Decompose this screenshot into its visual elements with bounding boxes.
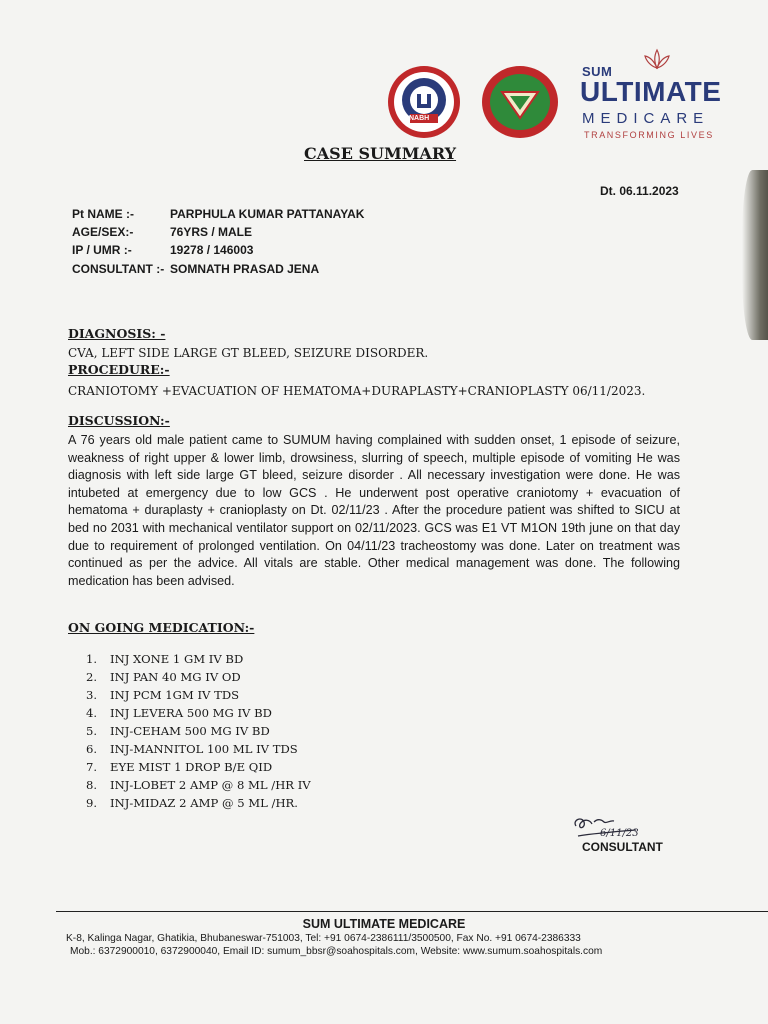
patient-name-row <box>72 207 365 221</box>
page-edge-shadow <box>742 170 768 340</box>
patient-ip-row <box>72 243 254 257</box>
medication-item: 6. INJ-MANNITOL 100 ML IV TDS <box>86 742 298 756</box>
brand-ultimate-text: ULTIMATE <box>580 76 722 107</box>
brand-tagline: TRANSFORMING LIVES <box>584 130 714 140</box>
brand-sum-text: SUM <box>582 64 613 79</box>
procedure-text: CRANIOTOMY +EVACUATION OF HEMATOMA+DURAPLASTY+CRANIOPLASTY 06/11/2023. <box>68 384 646 398</box>
brand-medicare-text: MEDICARE <box>582 110 710 127</box>
footer-address: K-8, Kalinga Nagar, Ghatikia, Bhubaneswar-751003, Tel: +91 0674-2386111/3500500, Fax No. +91 0674-2386333 <box>66 933 581 944</box>
document-date: Dt. 06.11.2023 <box>600 184 679 198</box>
lotus-icon <box>642 48 672 70</box>
medication-item: 4. INJ LEVERA 500 MG IV BD <box>86 706 272 720</box>
accreditation-seal-icon <box>480 64 560 140</box>
medication-item: 9. INJ-MIDAZ 2 AMP @ 5 ML /HR. <box>86 796 298 810</box>
footer-hospital-name: SUM ULTIMATE MEDICARE <box>302 917 466 931</box>
patient-consultant-value: SOMNATH PRASAD JENA <box>170 262 320 276</box>
discussion-heading: DISCUSSION:- <box>68 413 170 428</box>
nabh-logo-text: NABH <box>409 115 430 122</box>
diagnosis-text: CVA, LEFT SIDE LARGE GT BLEED, SEIZURE DISORDER. <box>68 346 429 360</box>
patient-age-label: AGE/SEX:- <box>72 225 134 239</box>
brand-logo <box>580 48 750 144</box>
svg-text:6/11/23: 6/11/23 <box>600 828 639 839</box>
patient-ip-value: 19278 / 146003 <box>170 243 254 257</box>
medication-item: 3. INJ PCM 1GM IV TDS <box>86 688 240 702</box>
patient-age-value: 76YRS / MALE <box>170 225 253 239</box>
consultant-signature-label: CONSULTANT <box>582 840 663 854</box>
patient-ip-label: IP / UMR :- <box>72 243 132 257</box>
patient-name-value: PARPHULA KUMAR PATTANAYAK <box>170 207 365 221</box>
medication-list <box>86 650 311 812</box>
discussion-text: A 76 years old male patient came to SUMUM having complained with sudden onset, 1 episode of seizure, weakness of right upper & lower limb, drowsiness, slurring of speech, multiple episode of vomiting He was diagnosis with left side large GT bleed, seizure disorder . All necessary investigation were done. He was intubeted at emergency due to low GCS . He underwent post operative craniotomy + evacuation of hematoma + duraplasty + cranioplasty on Dt. 02/11/23 . After the procedure patient was shifted to SICU at bed no 2031 with mechanical ventilator support on 02/11/2023. GCS was E1 VT M1ON 19th june on that day due to requirement of prolonged ventilation. On 04/11/23 tracheostomy was done. Later on treatment was continued as per the advice. All vitals are stable. Other medical management was done. The following medication has been advised. <box>68 433 680 588</box>
patient-consultant-label: CONSULTANT :- <box>72 262 165 276</box>
medication-heading: ON GOING MEDICATION:- <box>68 620 255 635</box>
patient-consultant-row <box>72 262 320 276</box>
patient-age-row <box>72 225 253 239</box>
medication-item: 8. INJ-LOBET 2 AMP @ 8 ML /HR IV <box>86 778 311 792</box>
footer-divider <box>56 911 768 912</box>
medication-item: 7. EYE MIST 1 DROP B/E QID <box>86 760 273 774</box>
diagnosis-heading: DIAGNOSIS: - <box>68 326 166 341</box>
patient-name-label: Pt NAME :- <box>72 207 134 221</box>
medication-item: 2. INJ PAN 40 MG IV OD <box>86 670 241 684</box>
procedure-heading: PROCEDURE:- <box>68 362 170 377</box>
medication-item: 5. INJ-CEHAM 500 MG IV BD <box>86 724 270 738</box>
document-title: CASE SUMMARY <box>304 144 457 163</box>
footer-contact: Mob.: 6372900010, 6372900040, Email ID: sumum_bbsr@soahospitals.com, Website: www.sumum.soahospitals.com <box>70 946 603 957</box>
nabh-logo-icon <box>386 64 462 140</box>
medication-item: 1. INJ XONE 1 GM IV BD <box>86 652 244 666</box>
